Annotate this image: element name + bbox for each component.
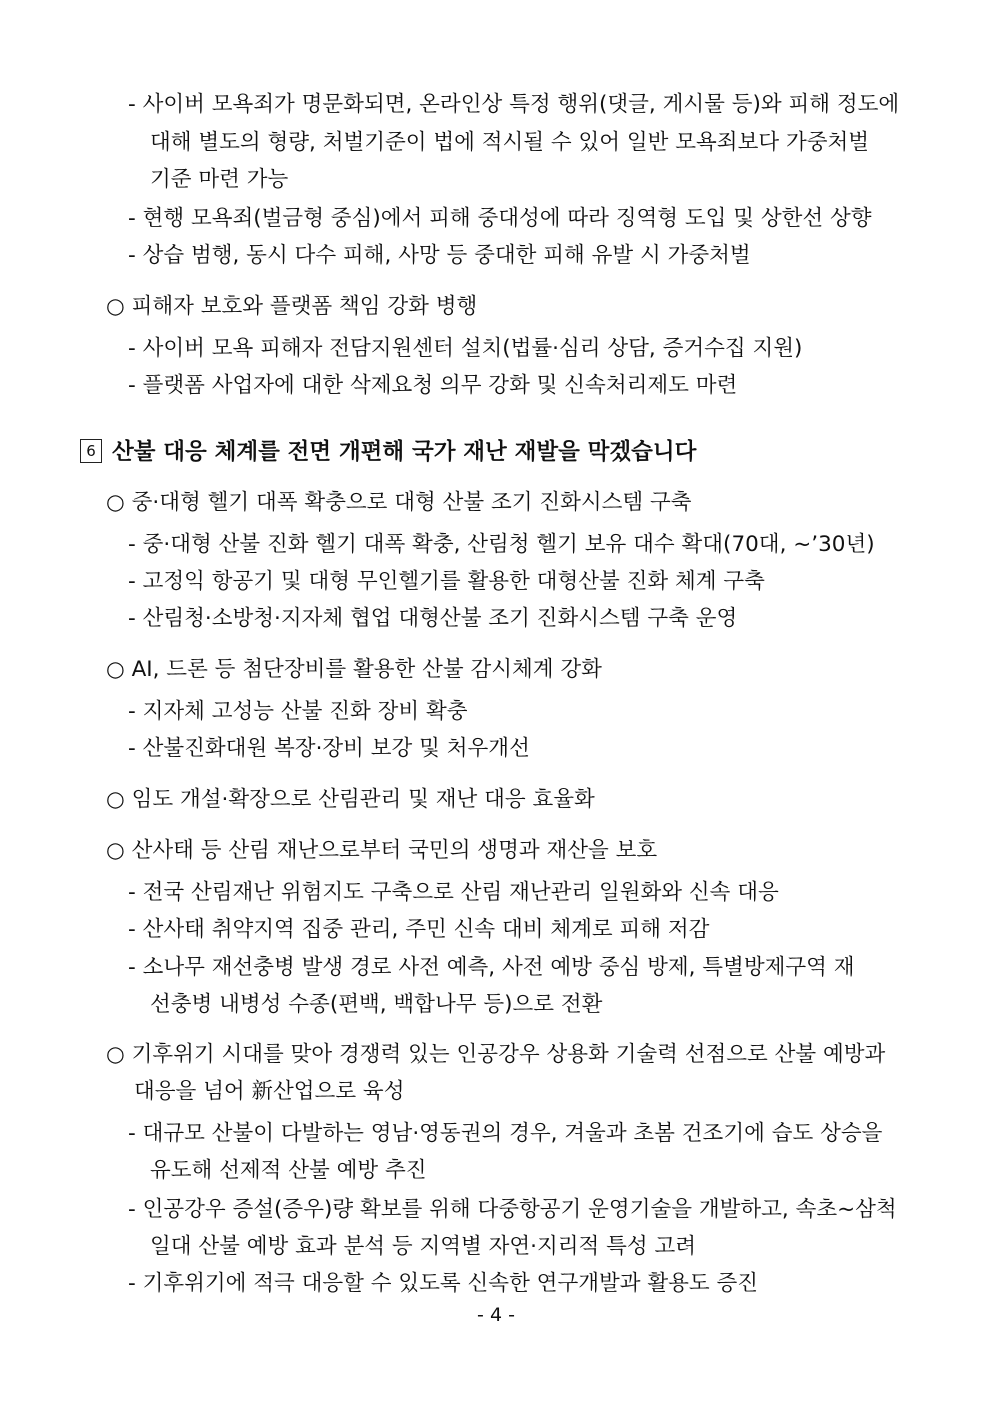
- bullet-line: - 상습 범행, 동시 다수 피해, 사망 등 중대한 피해 유발 시 가중처벌: [128, 243, 751, 268]
- bullet-line: - 고정익 항공기 및 대형 무인헬기를 활용한 대형산불 진화 체계 구축: [128, 569, 765, 594]
- bullet-line: - 지자체 고성능 산불 진화 장비 확충: [128, 699, 468, 724]
- bullet-line: - 플랫폼 사업자에 대한 삭제요청 의무 강화 및 신속처리제도 마련: [128, 373, 738, 398]
- bullet-line: - 산불진화대원 복장·장비 보강 및 처우개선: [128, 736, 530, 761]
- circle-item: ○ 임도 개설·확장으로 산림관리 및 재난 대응 효율화: [106, 787, 595, 812]
- bullet-line: - 산사태 취약지역 집중 관리, 주민 신속 대비 체계로 피해 저감: [128, 917, 710, 942]
- circle-item: ○ 피해자 보호와 플랫폼 책임 강화 병행: [106, 294, 478, 319]
- bullet-continuation: 일대 산불 예방 효과 분석 등 지역별 자연·지리적 특성 고려: [150, 1234, 697, 1259]
- bullet-line: - 현행 모욕죄(벌금형 중심)에서 피해 중대성에 따라 징역형 도입 및 상한선 상향: [128, 206, 872, 231]
- circle-item: ○ 산사태 등 산림 재난으로부터 국민의 생명과 재산을 보호: [106, 838, 658, 863]
- bullet-continuation: 유도해 선제적 산불 예방 추진: [150, 1158, 427, 1183]
- bullet-line: - 중·대형 산불 진화 헬기 대폭 확충, 산림청 헬기 보유 대수 확대(70대, ~’30년): [128, 532, 875, 557]
- circle-item: ○ AI, 드론 등 첨단장비를 활용한 산불 감시체계 강화: [106, 657, 602, 682]
- bullet-line: - 사이버 모욕죄가 명문화되면, 온라인상 특정 행위(댓글, 게시물 등)와 피해 정도에: [128, 92, 900, 117]
- section-title: 산불 대응 체계를 전면 개편해 국가 재난 재발을 막겠습니다: [112, 439, 697, 465]
- bullet-line: - 인공강우 증설(증우)량 확보를 위해 다중항공기 운영기술을 개발하고, 속초~삼척: [128, 1197, 897, 1222]
- bullet-line: - 사이버 모욕 피해자 전담지원센터 설치(법률·심리 상담, 증거수집 지원): [128, 336, 803, 361]
- page-number: - 4 -: [477, 1304, 515, 1326]
- circle-item: ○ 중·대형 헬기 대폭 확충으로 대형 산불 조기 진화시스템 구축: [106, 490, 692, 515]
- bullet-line: - 소나무 재선충병 발생 경로 사전 예측, 사전 예방 중심 방제, 특별방제구역 재: [128, 955, 855, 980]
- bullet-continuation: 대해 별도의 형량, 처벌기준이 법에 적시될 수 있어 일반 모욕죄보다 가중처벌: [150, 130, 870, 155]
- section-number-box: 6: [80, 439, 102, 463]
- bullet-continuation: 선충병 내병성 수종(편백, 백합나무 등)으로 전환: [150, 992, 603, 1017]
- bullet-line: - 기후위기에 적극 대응할 수 있도록 신속한 연구개발과 활용도 증진: [128, 1271, 759, 1296]
- bullet-continuation: 기준 마련 가능: [150, 167, 289, 192]
- circle-continuation: 대응을 넘어 新산업으로 육성: [134, 1079, 405, 1104]
- bullet-line: - 전국 산림재난 위험지도 구축으로 산림 재난관리 일원화와 신속 대응: [128, 880, 779, 905]
- circle-item: ○ 기후위기 시대를 맞아 경쟁력 있는 인공강우 상용화 기술력 선점으로 산불 예방과: [106, 1042, 886, 1067]
- bullet-line: - 대규모 산불이 다발하는 영남·영동권의 경우, 겨울과 초봄 건조기에 습도 상승을: [128, 1121, 883, 1146]
- bullet-line: - 산림청·소방청·지자체 협업 대형산불 조기 진화시스템 구축 운영: [128, 606, 738, 631]
- section-heading: [80, 436, 696, 468]
